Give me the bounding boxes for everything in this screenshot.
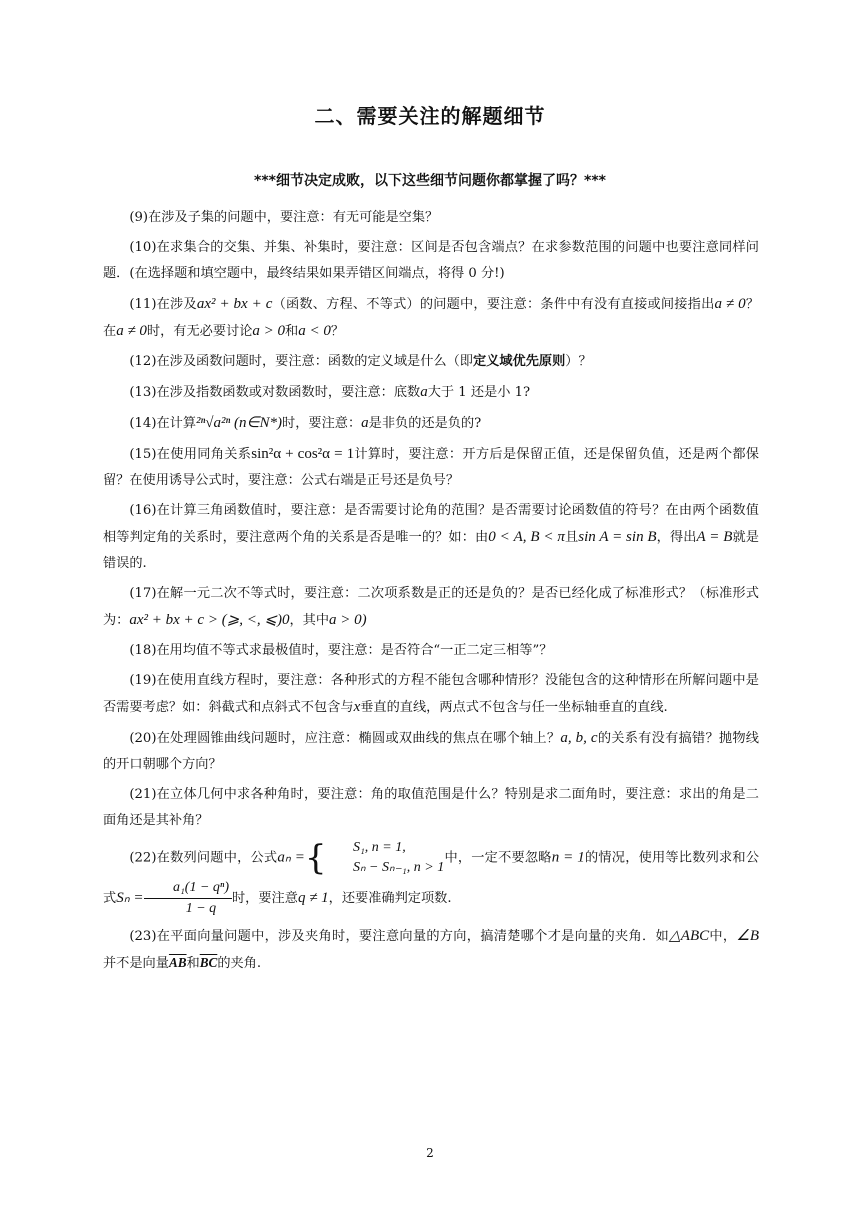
left-brace: { (304, 838, 327, 878)
tip-23: (23)在平面向量问题中，涉及夹角时，要注意向量的方向，搞清楚哪个才是向量的夹角．如△ABC中，∠B并不是向量$\overline{AB}$和$\overline{BC}$的夹角. (103, 928, 759, 971)
tip-16: (16)在计算三角函数值时，要注意：是否需要讨论角的范围？是否需要讨论函数值的符号？在由两个函数值相等判定角的关系时，要注意两个角的关系是否是唯一的？如：由0 < A, B < π且sin A = sin B，得出A = B就是错误的. (103, 503, 759, 571)
formula-standard-form: ax² + bx + c > (⩾, <, ⩽)0 (129, 612, 290, 628)
tip-22: (22)在数列问题中，公式aₙ ={ S₁, n = 1, Sₙ − Sₙ₋₁, n > 1 中，一定不要忽略n = 1的情况，使用等比数列求和公式Sₙ = $\frac{\text{a₁(1 − qⁿ)}}{1 - q}$ 时，要注意q ≠ 1，还要准确判定项数. (103, 838, 759, 919)
tip-20: (20)在处理圆锥曲线问题时，应注意：椭圆或双曲线的焦点在哪个轴上？a, b, c的关系有没有搞错？抛物线的开口朝哪个方向？ (103, 730, 759, 772)
tip-9: (9)在涉及子集的问题中，要注意：有无可能是空集？ (129, 210, 439, 225)
tip-12: (12)在涉及函数问题时，要注意：函数的定义域是什么（即定义域优先原则）？ (129, 354, 592, 369)
tip-15: (15)在使用同角关系sin²α + cos²α = 1计算时，要注意：开方后是保留正值，还是保留负值，还是两个都保留？在使用诱导公式时，要注意：公式右端是正号还是负号？ (103, 446, 759, 488)
tip-18: (18)在用均值不等式求最极值时，要注意：是否符合“一正二定三相等”？ (129, 643, 553, 658)
tip-11: (11)在涉及ax² + bx + c（函数、方程、不等式）的问题中，要注意：条件中有没有直接或间接指出a ≠ 0？在a ≠ 0时，有无必要讨论a > 0和a < 0？ (103, 296, 759, 339)
tip-13: (13)在涉及指数函数或对数函数时，要注意：底数a大于 1 还是小 1? (129, 384, 531, 400)
tip-17: (17)在解一元二次不等式时，要注意：二次项系数是正的还是负的？是否已经化成了标准形式？（标准形式为：ax² + bx + c > (⩾, <, ⩽)0，其中a > 0) (103, 586, 759, 628)
page-number: 2 (426, 1146, 434, 1160)
vector-bc: $\overline{BC}$ (199, 955, 218, 970)
tip-10: (10)在求集合的交集、并集、补集时，要注意：区间是否包含端点？在求参数范围的问题中也要注意同样问题．(在选择题和填空题中，最终结果如果弄错区间端点，将得 0 分!) (103, 240, 759, 281)
section-subtitle: ***细节决定成败，以下这些细节问题你都掌握了吗？*** (254, 173, 606, 189)
tip-19: (19)在使用直线方程时，要注意：各种形式的方程不能包含哪种情形？没能包含的这种情形在所解问题中是否需要考虑？如：斜截式和点斜式不包含与x垂直的直线，两点式不包含与任一坐标轴垂直的直线. (103, 673, 759, 715)
formula-quadratic: ax² + bx + c (196, 296, 273, 312)
tip-14: (14)在计算²ⁿ√a²ⁿ (n∈N*)时，要注意：a是非负的还是负的? (129, 415, 482, 431)
geometric-sum-fraction: $\frac{\text{a₁(1 − qⁿ)}}{1 - q}$ (144, 878, 232, 919)
piecewise-formula: S₁, n = 1, Sₙ − Sₙ₋₁, n > 1 (352, 840, 445, 875)
formula-pythagorean: sin²α + cos²α = 1 (251, 446, 355, 462)
vector-ab: $\overline{AB}$ (168, 955, 187, 970)
emphasis-domain-first: 定义域优先原则 (472, 354, 566, 369)
formula-radical: ²ⁿ√a²ⁿ (n∈N*) (196, 415, 283, 431)
page-title: 二、需要关注的解题细节 (314, 104, 546, 128)
tip-21: (21)在立体几何中求各种角时，要注意：角的取值范围是什么？特别是求二面角时，要注意：求出的角是二面角还是其补角？ (103, 787, 759, 828)
tips-list (103, 205, 759, 981)
